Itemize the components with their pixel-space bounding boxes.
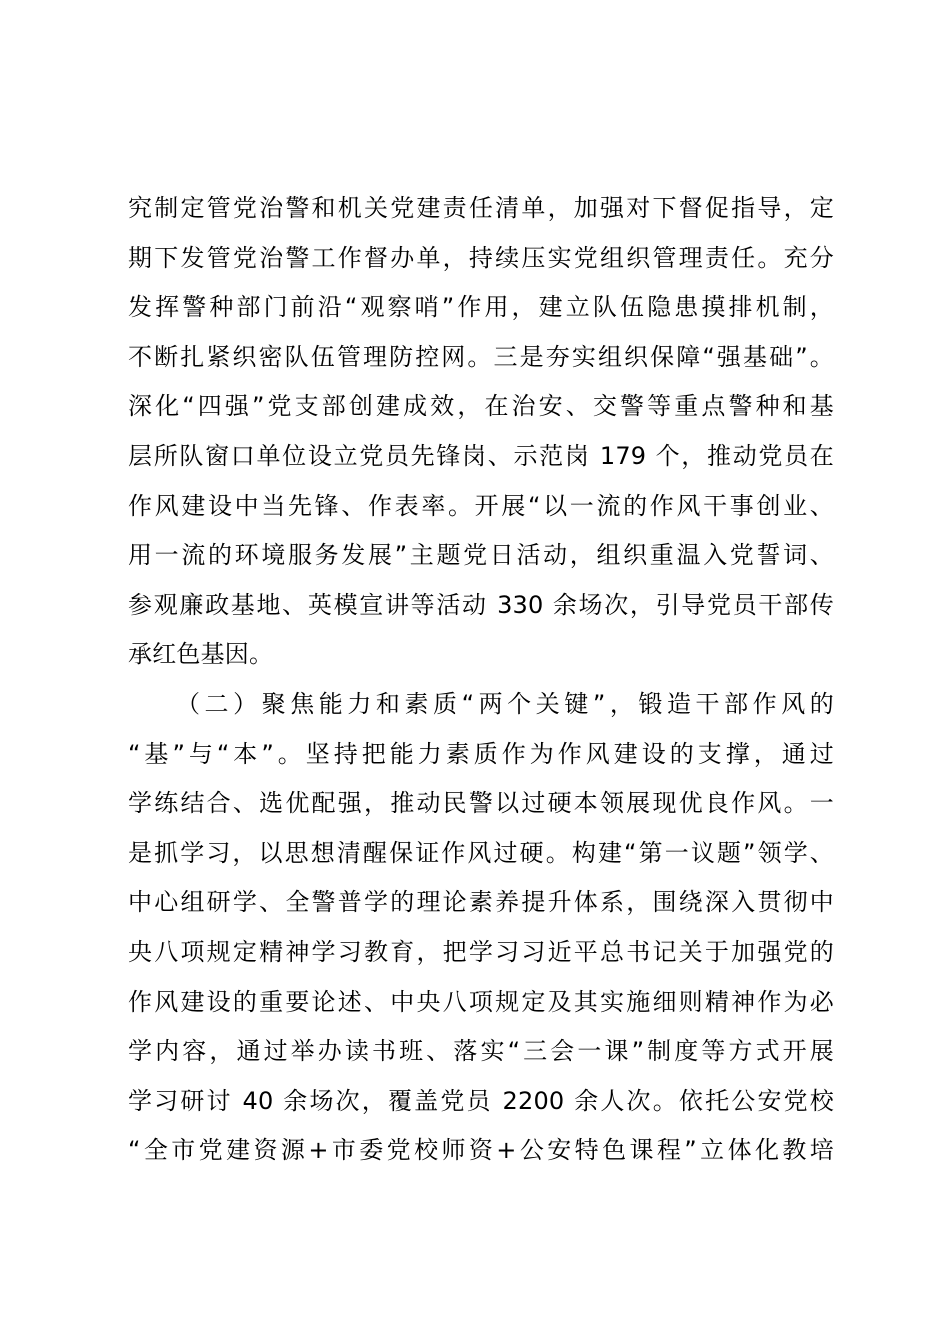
text-line: 究制定管党治警和机关党建责任清单，加强对下督促指导，定 (128, 194, 834, 222)
text-line: 不断扎紧织密队伍管理防控网。三是夯实组织保障“强基础”。 (128, 342, 834, 371)
text-line: 中心组研学、全警普学的理论素养提升体系，围绕深入贯彻中 (128, 888, 834, 917)
text-line: “基”与“本”。坚持把能力素质作为作风建设的支撑，通过 (128, 739, 834, 768)
text-line: 作风建设中当先锋、作表率。开展“以一流的作风干事创业、 (128, 491, 834, 520)
text-line: 深化“四强”党支部创建成效，在治安、交警等重点警种和基 (128, 392, 834, 421)
text-line: 学内容，通过举办读书班、落实“三会一课”制度等方式开展 (128, 1037, 834, 1066)
text-line: “全市党建资源+市委党校师资+公安特色课程”立体化教培 (128, 1136, 834, 1165)
text-line: 作风建设的重要论述、中央八项规定及其实施细则精神作为必 (128, 987, 834, 1016)
text-line: 层所队窗口单位设立党员先锋岗、示范岗 179 个，推动党员在 (128, 441, 834, 470)
text-line: 发挥警种部门前沿“观察哨”作用，建立队伍隐患摸排机制， (128, 293, 834, 322)
text-line: 学练结合、选优配强，推动民警以过硬本领展现优良作风。一 (128, 789, 834, 818)
text-line: 学习研讨 40 余场次，覆盖党员 2200 余人次。依托公安党校 (128, 1086, 834, 1115)
text-line: 参观廉政基地、英模宣讲等活动 330 余场次，引导党员干部传 (128, 590, 834, 619)
text-line: 期下发管党治警工作督办单，持续压实党组织管理责任。充分 (128, 243, 834, 272)
text-line: （二）聚焦能力和素质“两个关键”，锻造干部作风的 (176, 689, 834, 718)
text-line: 是抓学习，以思想清醒保证作风过硬。构建“第一议题”领学、 (128, 838, 834, 867)
text-line: 用一流的环境服务发展”主题党日活动，组织重温入党誓词、 (128, 541, 834, 570)
body-text (128, 184, 834, 1176)
text-line: 承红色基因。 (128, 640, 274, 669)
text-line: 央八项规定精神学习教育，把学习习近平总书记关于加强党的 (128, 937, 834, 966)
